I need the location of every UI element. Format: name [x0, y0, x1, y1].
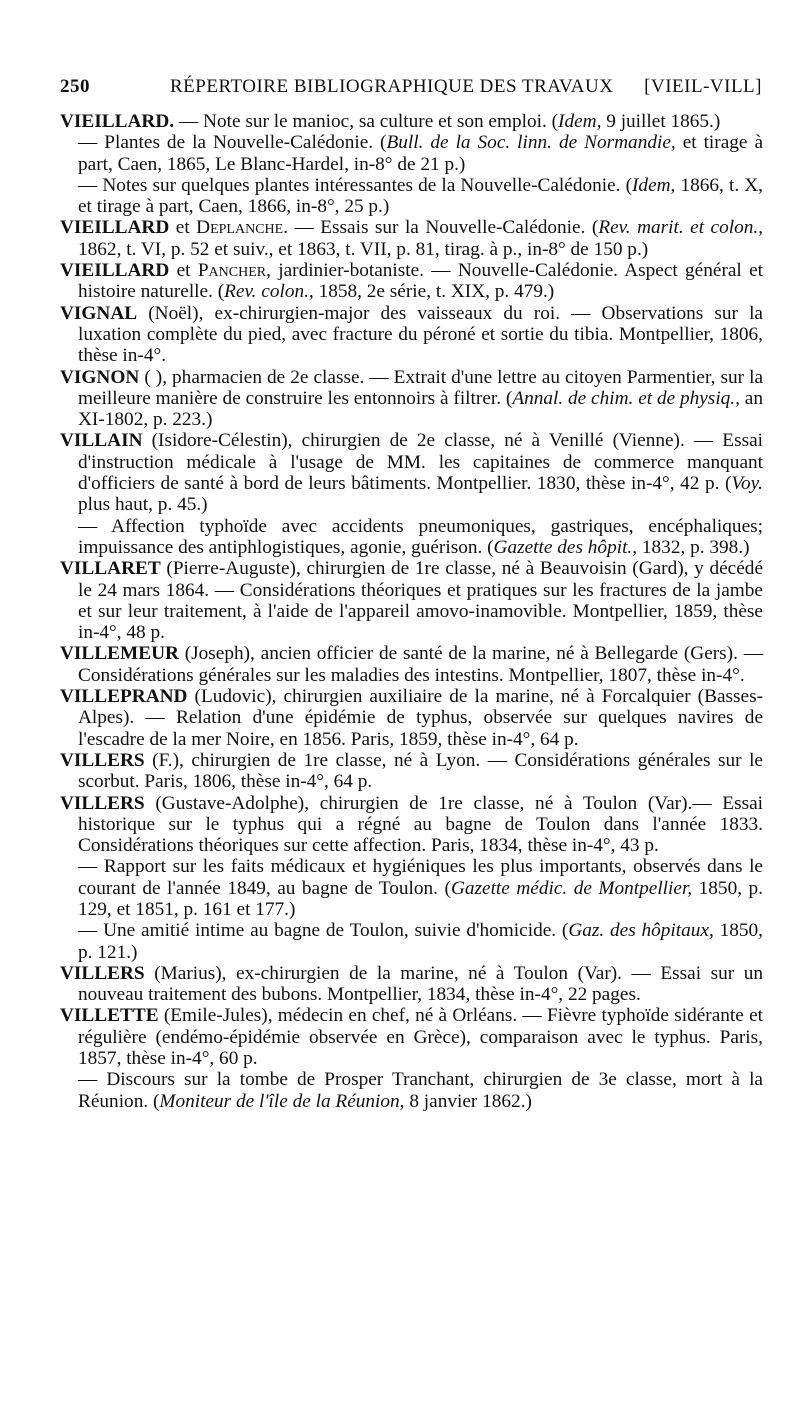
entry-author: VILLAIN [60, 430, 143, 452]
entry-author: VILLERS [60, 962, 145, 984]
entry-text: — Rapport sur les faits médicaux et hygiéniques les plus importants, observés dans le courant de l'année 1849, au bagne de Toulon. ( [78, 856, 763, 899]
entry-text: (Noël), ex-chirurgien-major des vaisseaux du roi. — Observations sur la luxation complète du pied, avec fracture du péroné et sortie du tibia. Montpellier, 1806, thèse in-4°. [78, 302, 763, 367]
entry-text: an XI-1802, p. 223.) [78, 387, 763, 431]
running-title: RÉPERTOIRE BIBLIOGRAPHIQUE DES TRAVAUX [170, 76, 614, 97]
entry-villers-rapport [60, 856, 763, 920]
entry-coauthor: Pancher [197, 260, 267, 282]
entry-source-title: Rev. marit. et colon., [598, 217, 763, 239]
entry-text: (Joseph), ancien officier de santé de la marine, né à Bellegarde (Gers). — Considérations générales sur les maladies des intestins. Montpellier, 1807, thèse in-4°. [78, 643, 763, 686]
entry-text: (Emile-Jules), médecin en chef, né à Orléans. — Fièvre typhoïde sidérante et régulière (endémo-épidémie observée en Grèce), comparaison avec le typhus. Paris, 1857, thèse in-4°, 60 p. [78, 1005, 763, 1070]
entry-text: 8 janvier 1862.) [404, 1090, 532, 1112]
entry-text: (Marius), ex-chirurgien de la marine, né à Toulon (Var). — Essai sur un nouveau traitement des bubons. Montpellier, 1834, thèse in-4°, 22 pages. [78, 962, 763, 1006]
entry-author: VILLERS [60, 749, 145, 771]
entry-source-title: Bull. de la Soc. linn. de Normandie, [386, 132, 676, 154]
entry-text: 1862, t. VI, p. 52 et suiv., et 1863, t. VII, p. 81, tirag. à p., in-8° de 150 p.) [78, 238, 649, 260]
running-range: [VIEIL-VILL] [644, 76, 762, 97]
entry-vieillard-notes [60, 175, 763, 218]
entry-villemeur [60, 643, 763, 686]
entry-author: VIEILLARD. [60, 111, 175, 132]
entry-text: (Pierre-Auguste), chirurgien de 1re classe, né à Beauvoisin (Gard), y décédé le 24 mars 1864. — Considérations théoriques et pratiques sur les fractures de la jambe et sur leur traitement, à l'aide de l'appareil amovo-inamovible. Montpellier, 1859, thèse in-4°, 48 p. [78, 558, 763, 644]
entry-source-title: Voy. [731, 473, 763, 495]
entry-villers-marius [60, 963, 763, 1006]
entry-source-title: Gazette des hôpit., [493, 536, 638, 558]
entry-text: ( ), pharmacien de 2e classe. — Extrait d'une lettre au citoyen Parmentier, sur la meilleure manière de construire les entonnoirs à filtrer. ( [78, 366, 763, 409]
entry-author: VILLEPRAND [60, 686, 188, 708]
entry-author: VIGNON [60, 366, 140, 388]
entry-text: (F.), chirurgien de 1re classe, né à Lyon. — Considérations générales sur le scorbut. Paris, 1806, thèse in-4°, 64 p. [78, 749, 763, 793]
entry-text: 1850, p. 129, et 1851, p. 161 et 177.) [78, 877, 763, 920]
entry-text: et tirage à part, Caen, 1865, Le Blanc-Hardel, in-8° de 21 p.) [78, 132, 763, 175]
entry-text: (Isidore-Célestin), chirurgien de 2e classe, né à Venillé (Vienne). — Essai d'instruction médicale à l'usage de MM. les capitaines de commerce manquant d'officiers de santé à bord de leurs bâtiments. Montpellier. 1830, thèse in-4°, 42 p. ( [78, 430, 763, 495]
entry-author: VILLARET [60, 558, 161, 580]
entry-vieillard-pancher [60, 260, 763, 303]
entry-source-title: Idem, [558, 111, 602, 132]
entry-text: — Note sur le manioc, sa culture et son emploi. ( [174, 111, 559, 132]
entry-text: (Gustave-Adolphe), chirurgien de 1re classe, né à Toulon (Var).— Essai historique sur le typhus qui a régné au bagne de Toulon dans l'année 1833. Considérations théoriques sur cette affection. Paris, 1834, thèse in-4°, 43 p. [78, 792, 763, 857]
entry-text: 1832, p. 398.) [637, 536, 750, 558]
entry-vieillard-manioc [60, 111, 763, 132]
entry-text: — Une amitié intime au bagne de Toulon, suivie d'homicide. ( [78, 920, 569, 942]
entry-source-title: Rev. colon., [224, 281, 314, 303]
entry-text: — Notes sur quelques plantes intéressantes de la Nouvelle-Calédonie. ( [78, 174, 633, 196]
entry-author: VIEILLARD [60, 217, 170, 239]
entry-source-title: Gazette médic. de Montpellier, [450, 877, 693, 899]
entry-author: VIGNAL [60, 302, 138, 324]
entry-text: plus haut, p. 45.) [78, 494, 208, 516]
entry-source-title: Idem, [632, 174, 676, 196]
entry-author: VIEILLARD [60, 260, 170, 282]
entry-source-title: Annal. de chim. et de physiq., [512, 387, 740, 409]
entry-villain-typhoide [60, 516, 763, 559]
entry-text: — Discours sur la tombe de Prosper Tranchant, chirurgien de 3e classe, mort à la Réunion. ( [78, 1069, 763, 1112]
entry-vieillard-plantes [60, 132, 763, 175]
entry-text: . — Essais sur la Nouvelle-Calédonie. ( [283, 217, 599, 239]
entry-text: — Affection typhoïde avec accidents pneumoniques, gastriques, encéphaliques; impuissance des antiphlogistiques, agonie, guérison. ( [78, 515, 763, 558]
entry-text: 1858, 2e série, t. XIX, p. 479.) [313, 281, 555, 303]
entry-villers-gustave [60, 793, 763, 857]
entry-text: 1850, p. 121.) [78, 920, 763, 963]
entry-villeprand [60, 686, 763, 750]
entry-villette [60, 1005, 763, 1069]
page-header [60, 76, 762, 100]
entry-author: VILLEMEUR [60, 643, 179, 665]
entry-vignon [60, 367, 763, 431]
page-number: 250 [60, 76, 90, 97]
entry-author: VILLETTE [60, 1005, 159, 1027]
entry-text: 1866, t. X, et tirage à part, Caen, 1866, in-8°, 25 p.) [78, 174, 763, 218]
bibliography-entries [60, 111, 763, 1112]
entry-text: et [169, 260, 198, 282]
entry-villaret [60, 558, 763, 643]
entry-author: VILLERS [60, 792, 145, 814]
entry-text: et [169, 217, 197, 239]
entry-text: (Ludovic), chirurgien auxiliaire de la marine, né à Forcalquier (Basses-Alpes). — Relation d'une épidémie de typhus, observée sur quelques navires de l'escadre de la mer Noire, en 1856. Paris, 1859, thèse in-4°, 64 p. [78, 686, 763, 750]
entry-text: — Plantes de la Nouvelle-Calédonie. ( [78, 132, 387, 154]
entry-vignal [60, 303, 763, 367]
entry-villain [60, 430, 763, 515]
entry-source-title: Moniteur de l'île de la Réunion, [159, 1090, 405, 1112]
entry-coauthor: Deplanche [196, 217, 284, 239]
entry-villette-discours [60, 1069, 763, 1112]
entry-vieillard-deplanche [60, 217, 763, 260]
entry-source-title: Gaz. des hôpitaux, [568, 920, 714, 942]
entry-villers-amitie [60, 920, 763, 963]
entry-text: , jardinier-botaniste. — Nouvelle-Calédonie. Aspect général et histoire naturelle. ( [78, 260, 763, 303]
entry-villers-f [60, 750, 763, 793]
entry-text: 9 juillet 1865.) [601, 111, 721, 132]
